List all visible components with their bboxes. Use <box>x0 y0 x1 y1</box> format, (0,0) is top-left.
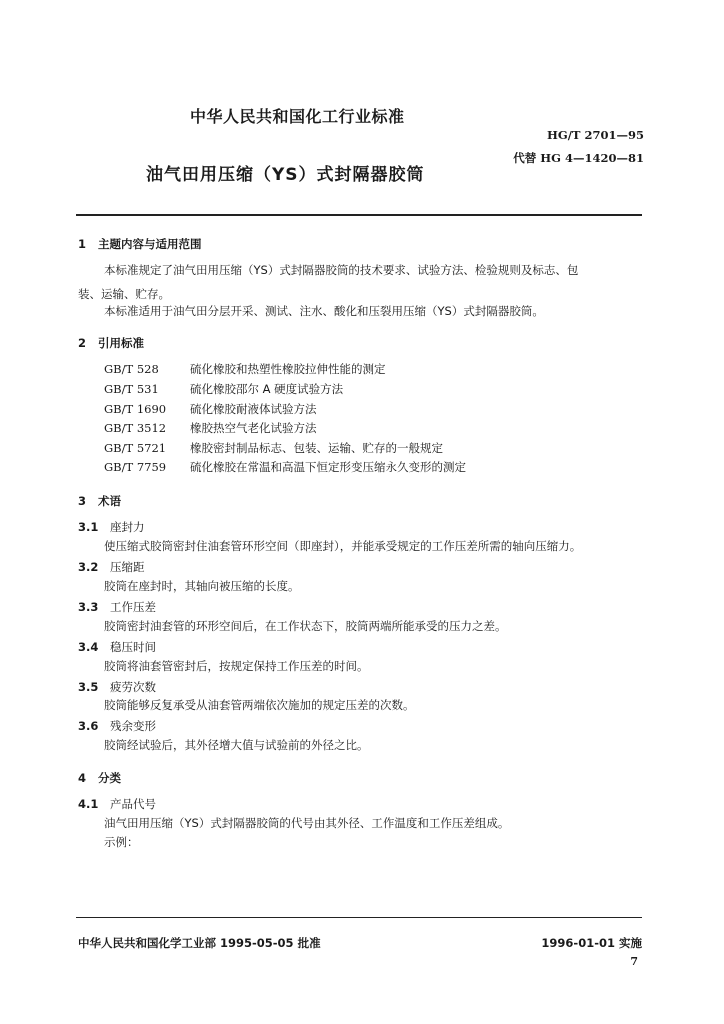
term-definition: 胶筒将油套管密封后，按规定保持工作压差的时间。 <box>104 659 369 673</box>
page-number: 7 <box>630 955 638 968</box>
header-divider <box>76 214 642 216</box>
footer-divider <box>76 917 642 918</box>
section-title: 术语 <box>98 494 121 508</box>
section-title: 分类 <box>98 771 121 785</box>
term-definition: 胶筒经试验后，其外径增大值与试验前的外径之比。 <box>104 738 369 752</box>
reference-code: GB/T 5721 <box>104 441 167 455</box>
reference-title: 硫化橡胶和热塑性橡胶拉伸性能的测定 <box>190 362 386 376</box>
term-number: 3.3 <box>78 600 99 614</box>
term-name: 残余变形 <box>110 719 156 733</box>
reference-item <box>104 420 317 436</box>
reference-item <box>104 401 317 417</box>
reference-code: GB/T 1690 <box>104 402 167 416</box>
document-title: 油气田用压缩（YS）式封隔器胶筒 <box>146 165 425 185</box>
reference-item <box>104 381 343 397</box>
term-heading <box>78 639 156 655</box>
reference-code: GB/T 531 <box>104 382 159 396</box>
reference-item <box>104 440 443 456</box>
term-heading <box>78 718 156 734</box>
section-2-heading <box>78 335 144 351</box>
section-title: 引用标准 <box>98 336 144 350</box>
paragraph: 油气田用压缩（YS）式封隔器胶筒的代号由其外径、工作温度和工作压差组成。 <box>104 816 510 830</box>
term-heading <box>78 599 156 615</box>
reference-title: 硫化橡胶耐液体试验方法 <box>190 402 317 416</box>
section-1-heading <box>78 236 202 252</box>
term-name: 座封力 <box>110 520 145 534</box>
term-name: 压缩距 <box>110 560 145 574</box>
term-name: 稳压时间 <box>110 640 156 654</box>
reference-item <box>104 361 386 377</box>
section-4-heading <box>78 770 121 786</box>
term-definition: 胶筒在座封时，其轴向被压缩的长度。 <box>104 579 300 593</box>
term-number: 3.2 <box>78 560 99 574</box>
term-definition: 使压缩式胶筒密封住油套管环形空间（即座封），并能承受规定的工作压差所需的轴向压缩力。 <box>104 539 582 553</box>
subsection-title: 产品代号 <box>110 797 156 811</box>
term-number: 3.6 <box>78 719 99 733</box>
example-label: 示例： <box>104 835 139 849</box>
effective-date: 1996-01-01 实施 <box>541 936 642 950</box>
section-3-heading <box>78 493 121 509</box>
reference-title: 橡胶热空气老化试验方法 <box>190 421 317 435</box>
reference-title: 橡胶密封制品标志、包装、运输、贮存的一般规定 <box>190 441 443 455</box>
standard-title: 中华人民共和国化工行业标准 <box>190 107 405 126</box>
reference-title: 硫化橡胶在常温和高温下恒定形变压缩永久变形的测定 <box>190 460 466 474</box>
section-number: 4 <box>78 771 87 785</box>
reference-code: GB/T 7759 <box>104 460 167 474</box>
term-number: 3.5 <box>78 680 99 694</box>
paragraph: 本标准适用于油气田分层开采、测试、注水、酸化和压裂用压缩（YS）式封隔器胶筒。 <box>104 304 544 318</box>
standard-code: HG/T 2701—95 <box>547 128 644 142</box>
term-heading <box>78 559 145 575</box>
term-name: 疲劳次数 <box>110 680 156 694</box>
replaced-standard-code: 代替 HG 4—1420—81 <box>513 151 644 165</box>
paragraph: 本标准规定了油气田用压缩（YS）式封隔器胶筒的技术要求、试验方法、检验规则及标志、包 <box>104 263 579 277</box>
term-definition: 胶筒能够反复承受从油套管两端依次施加的规定压差的次数。 <box>104 698 415 712</box>
reference-title: 硫化橡胶邵尔 A 硬度试验方法 <box>190 382 344 396</box>
term-number: 3.4 <box>78 640 99 654</box>
subsection-heading <box>78 796 156 812</box>
term-number: 3.1 <box>78 520 99 534</box>
term-heading <box>78 519 145 535</box>
approval-line: 中华人民共和国化学工业部 1995-05-05 批准 <box>78 936 321 950</box>
term-heading <box>78 679 156 695</box>
term-name: 工作压差 <box>110 600 156 614</box>
paragraph-continuation: 装、运输、贮存。 <box>78 287 170 301</box>
reference-item <box>104 459 466 475</box>
reference-code: GB/T 3512 <box>104 421 167 435</box>
term-definition: 胶筒密封油套管的环形空间后，在工作状态下，胶筒两端所能承受的压力之差。 <box>104 619 507 633</box>
section-number: 2 <box>78 336 87 350</box>
subsection-number: 4.1 <box>78 797 99 811</box>
reference-code: GB/T 528 <box>104 362 159 376</box>
section-number: 3 <box>78 494 87 508</box>
section-title: 主题内容与适用范围 <box>98 237 202 251</box>
section-number: 1 <box>78 237 87 251</box>
